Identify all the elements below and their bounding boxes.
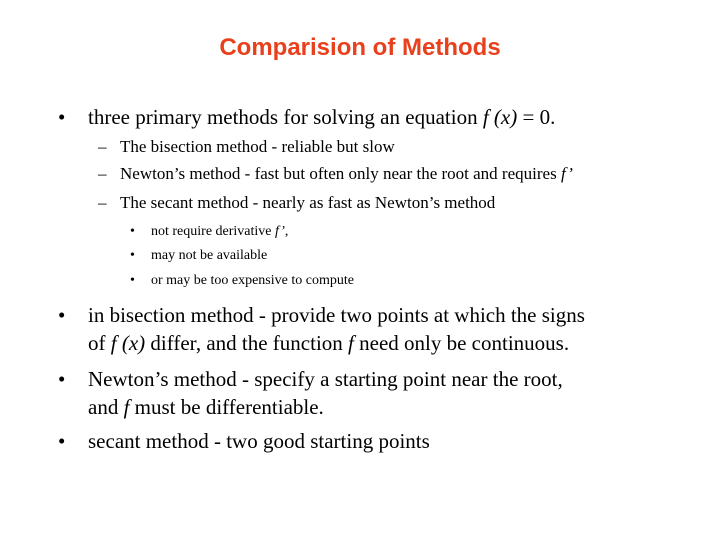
- math-f: f: [348, 331, 354, 355]
- math-f-prime: f’: [275, 224, 285, 239]
- small-bullet-icon: •: [130, 224, 135, 239]
- subitem-text: [120, 192, 495, 214]
- math-fx: f (x): [110, 331, 146, 355]
- subsubitem-text: [151, 223, 288, 241]
- math-f: f: [123, 395, 130, 419]
- dash-icon: –: [98, 193, 107, 212]
- math-f-prime: f’: [560, 164, 573, 183]
- text-segment: Newton’s method - fast but often only near the root and requires: [120, 164, 561, 183]
- bullet-icon: •: [58, 303, 66, 327]
- text-segment: The bisection method - reliable but slow: [120, 137, 395, 156]
- math-fx: f (x): [482, 105, 518, 129]
- text-segment: of: [88, 331, 111, 355]
- text-segment: need only be continuous.: [353, 331, 570, 355]
- bullet-text-line: in bisection method - provide two points at which the signs: [88, 303, 585, 327]
- text-segment: and: [88, 395, 124, 419]
- text-segment: must be differentiable.: [129, 395, 324, 419]
- bullet-icon: •: [58, 105, 66, 129]
- small-bullet-icon: •: [130, 273, 135, 288]
- subsubitem-text: may not be available: [151, 248, 268, 263]
- subitem-text: [120, 136, 395, 158]
- bullet-text-line: [88, 330, 569, 356]
- bullet-text-line: [88, 394, 324, 420]
- dash-icon: –: [98, 164, 107, 183]
- bullet-text: [88, 104, 555, 130]
- text-segment: The secant method - nearly as fast as Newton’s method: [120, 193, 496, 212]
- text-segment: not require derivative: [151, 224, 276, 239]
- dash-icon: –: [98, 137, 107, 156]
- bullet-icon: •: [58, 429, 66, 453]
- subitem-text: [120, 163, 573, 185]
- bullet-text-line: Newton’s method - specify a starting point near the root,: [88, 367, 563, 391]
- bullet-icon: •: [58, 367, 66, 391]
- text-segment: ,: [284, 224, 289, 239]
- small-bullet-icon: •: [130, 248, 135, 263]
- subsubitem-text: or may be too expensive to compute: [151, 273, 354, 288]
- text-segment: differ, and the function: [145, 331, 349, 355]
- slide-title: Comparision of Methods: [219, 34, 501, 61]
- text-segment: three primary methods for solving an equation: [88, 105, 483, 129]
- bullet-text-line: secant method - two good starting points: [88, 429, 430, 453]
- text-segment: = 0.: [517, 105, 556, 129]
